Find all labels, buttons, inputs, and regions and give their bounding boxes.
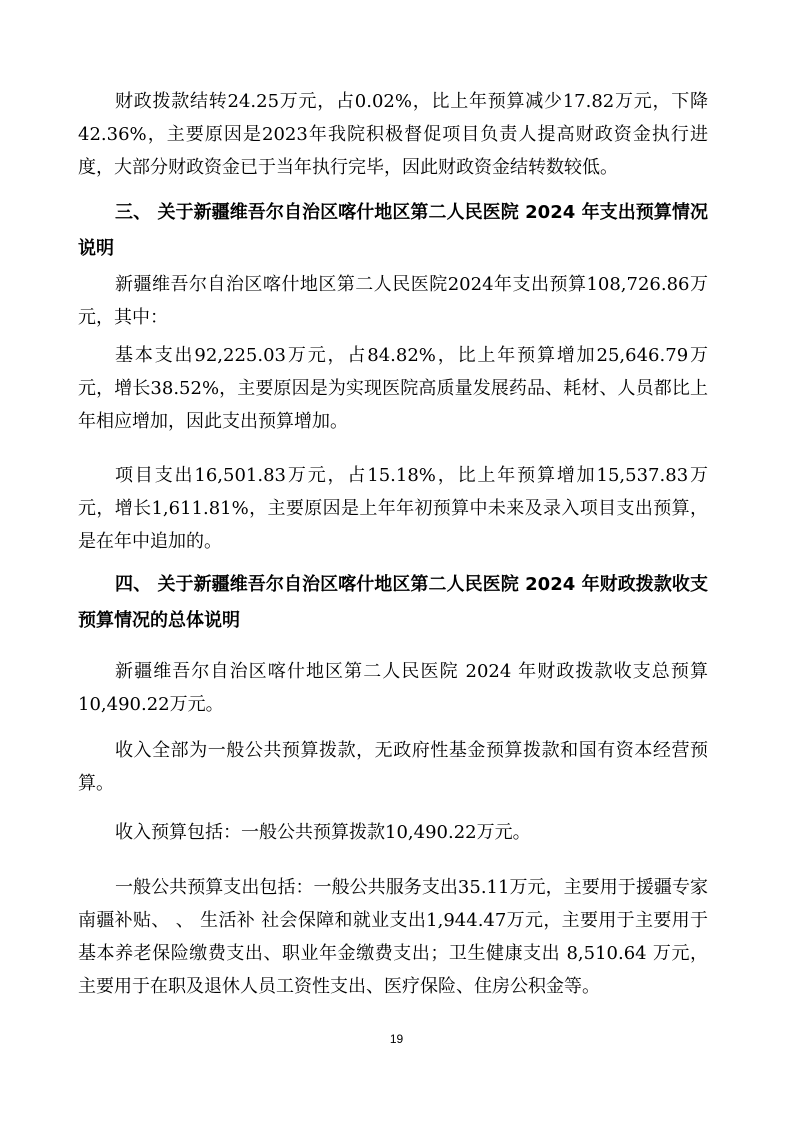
page-number: 19	[389, 1032, 404, 1046]
paragraph-expenditure-total: 新疆维吾尔自治区喀什地区第二人民医院2024年支出预算108,726.86万元，其中：	[78, 274, 708, 328]
paragraph-income-budget: 收入预算包括：一般公共预算拨款10,490.22万元。	[115, 822, 531, 843]
section-heading-4: 四、 关于新疆维吾尔自治区喀什地区第二人民医院 2024 年财政拨款收支预算情况的总体说明	[78, 574, 708, 631]
paragraph-fiscal-total: 新疆维吾尔自治区喀什地区第二人民医院 2024 年财政拨款收支总预算10,490.22万元。	[78, 661, 708, 715]
section-heading-3: 三、 关于新疆维吾尔自治区喀什地区第二人民医院 2024 年支出预算情况说明	[78, 202, 708, 259]
paragraph-basic-expenditure: 基本支出92,225.03万元，占84.82%，比上年预算增加25,646.79万元，增长38.52%，主要原因是为实现医院高质量发展药品、耗材、人员都比上年相应增加，因此支出预算增加。	[78, 345, 708, 432]
paragraph-general-expenditure: 一般公共预算支出包括：一般公共服务支出35.11万元，主要用于援疆专家南疆补贴、 、 生活补 社会保障和就业支出1,944.47万元，主要用于主要用于基本养老保险缴费支出、职业年金缴费支出；卫生健康支出 8,510.64 万元，主要用于在职及退休人员工资性支出、医疗保险、住房公积金等。	[78, 877, 708, 997]
paragraph-carryover: 财政拨款结转24.25万元，占0.02%，比上年预算减少17.82万元，下降42.36%，主要原因是2023年我院积极督促项目负责人提高财政资金执行进度，大部分财政资金已于当年执行完毕，因此财政资金结转数较低。	[78, 91, 708, 178]
paragraph-income-composition: 收入全部为一般公共预算拨款，无政府性基金预算拨款和国有资本经营预算。	[78, 740, 708, 794]
paragraph-project-expenditure: 项目支出16,501.83万元，占15.18%，比上年预算增加15,537.83万元，增长1,611.81%，主要原因是上年年初预算中未来及录入项目支出预算，是在年中追加的。	[78, 465, 708, 552]
